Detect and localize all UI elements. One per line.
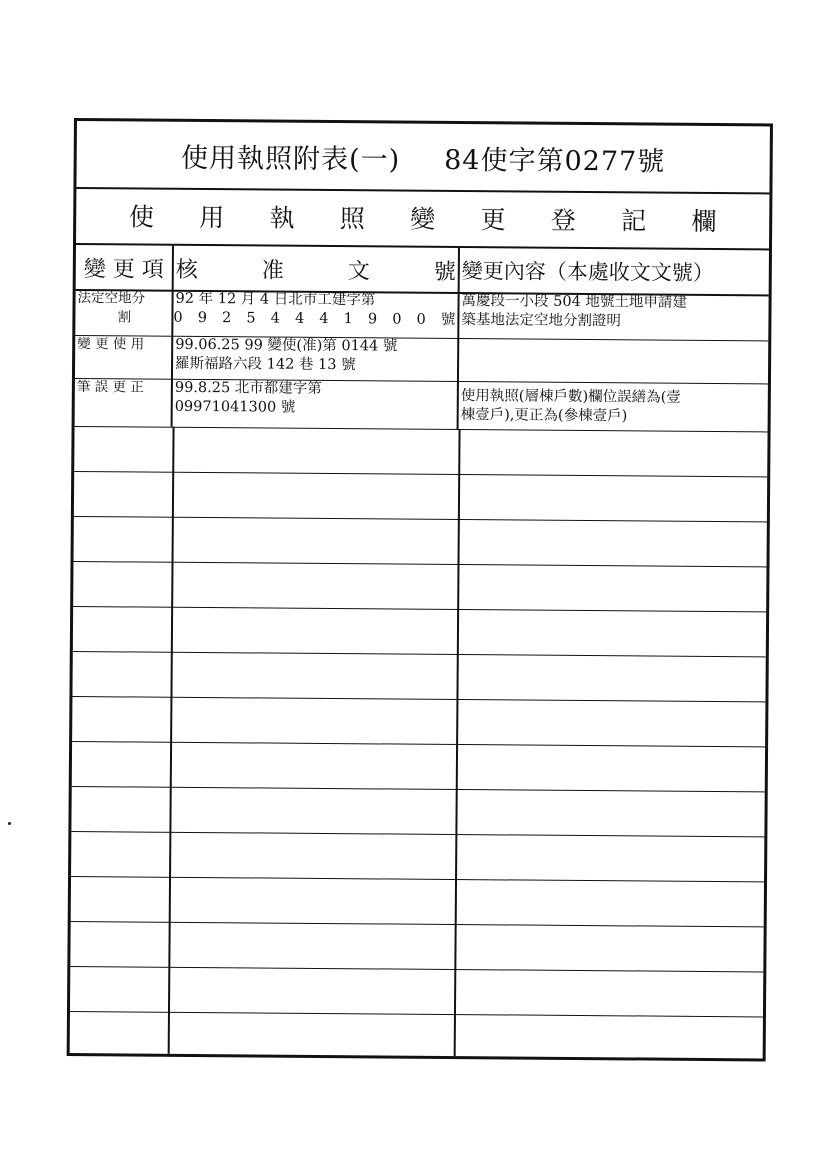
empty-table-row (70, 966, 763, 1017)
content-text-cont: 棟壹戶),更正為(參棟壹戶) (460, 407, 628, 425)
digit: 號 (440, 311, 456, 329)
digit: 4 (270, 310, 280, 327)
digit: 9 (367, 311, 378, 328)
table-row (75, 289, 768, 341)
section-char: 變 (410, 204, 436, 234)
empty-table-row (72, 741, 765, 792)
empty-table-row (73, 606, 766, 657)
content-header-cell (460, 248, 769, 294)
digit: 0 (416, 311, 426, 328)
approval-header-cell (174, 246, 460, 292)
empty-table-row (74, 516, 767, 567)
approval-ref-cont: 09971041300 號 (174, 398, 296, 416)
approval-header-char: 號 (433, 259, 456, 285)
empty-table-row (71, 831, 764, 882)
table-row (75, 378, 768, 432)
approval-ref: 99.06.25 99 變使(准)第 0144 號 (175, 336, 398, 355)
table-header (76, 245, 769, 296)
digit: 9 (197, 309, 208, 327)
approval-header-char: 准 (261, 257, 284, 284)
empty-table-row (70, 921, 763, 972)
content-text-cont: 築基地法定空地分割證明 (461, 312, 621, 330)
item-header: 變 更 項 (83, 256, 164, 283)
form-title (76, 121, 770, 194)
section-char: 執 (269, 203, 295, 233)
approval-ref-cont: 羅斯福路六段 142 巷 13 號 (175, 355, 356, 374)
empty-table-row (74, 426, 767, 477)
approval-header-char: 文 (347, 258, 370, 284)
table-row (75, 335, 768, 384)
item-name: 變 更 使 用 (77, 336, 145, 353)
section-title (76, 187, 769, 250)
content-text: 使用執照(層棟戶數)欄位誤繕為(壹 (460, 388, 681, 406)
scan-speck (8, 822, 11, 825)
empty-table-row (71, 876, 764, 927)
license-attachment-form (67, 118, 773, 1061)
item-name: 筆 誤 更 正 (76, 379, 144, 396)
digit: 0 (173, 309, 183, 326)
section-char: 使 (128, 202, 155, 232)
empty-table-row (74, 471, 767, 522)
section-char: 記 (621, 206, 647, 236)
section-char: 用 (199, 202, 225, 233)
section-char: 更 (480, 205, 506, 235)
digit: 4 (319, 310, 329, 328)
section-char: 照 (339, 204, 365, 234)
form-title-left: 使用執照附表(一) (180, 142, 401, 176)
content-text: 萬慶段一小段 504 地號土地申請建 (461, 293, 688, 311)
digit: 2 (221, 310, 232, 327)
digit: 4 (294, 310, 305, 327)
license-number: 84使字第0277號 (444, 144, 666, 178)
item-name-cont: 割 (117, 309, 132, 326)
digit: 1 (343, 311, 353, 328)
empty-table-row (72, 651, 765, 702)
approval-ref: 99.8.25 北市都建字第 (174, 379, 322, 397)
empty-table-row (71, 786, 764, 837)
item-header-cell (76, 245, 174, 290)
approval-ref: 92 年 12 月 4 日北市工建字第 (175, 290, 376, 309)
digit: 5 (246, 310, 256, 327)
empty-table-row (73, 561, 766, 612)
approval-digits (173, 309, 457, 330)
content-header: 變更內容（本處收文文號） (461, 259, 714, 286)
item-name: 法定空地分 (77, 290, 146, 307)
digit: 0 (392, 311, 402, 328)
approval-header-char: 核 (175, 257, 198, 283)
empty-table-row (72, 696, 765, 747)
section-char: 登 (550, 205, 576, 235)
section-char: 欄 (691, 206, 717, 237)
